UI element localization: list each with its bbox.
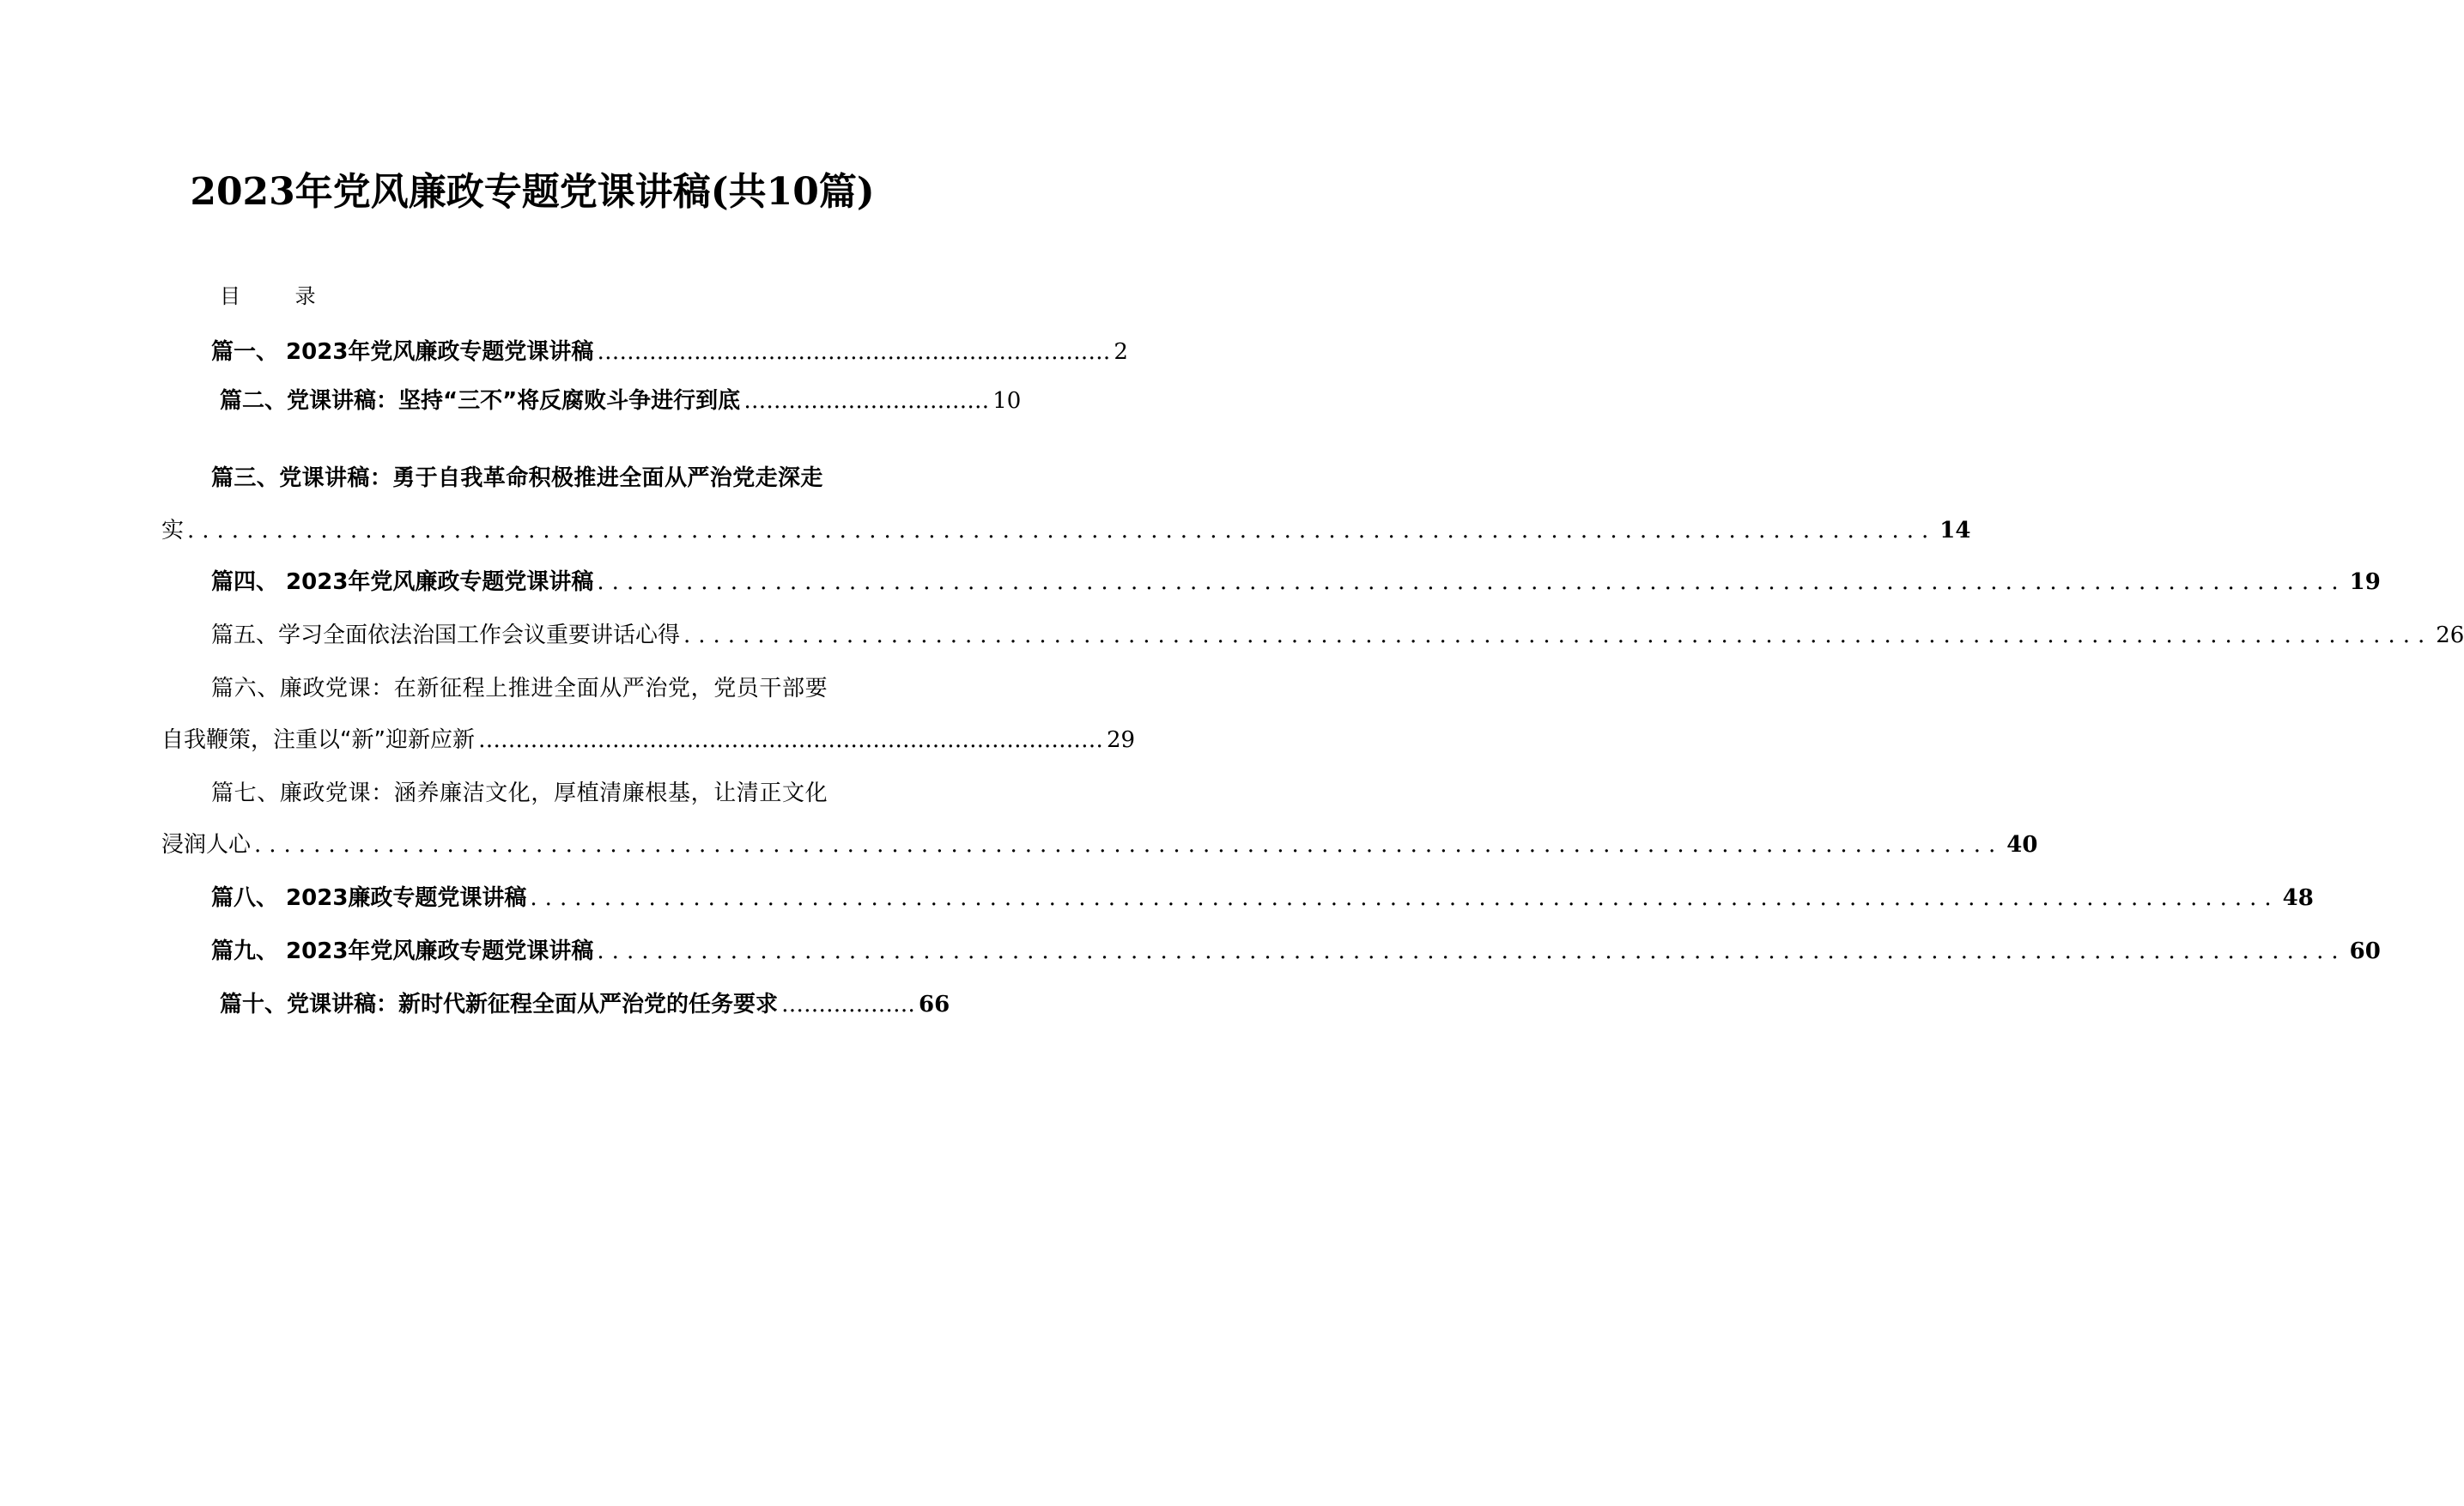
dot-leader: ...................................................................................................................... (683, 622, 2433, 648)
toc-entry-title: 篇九、 2023年党风廉政专题党课讲稿 (211, 938, 594, 964)
toc-entry-title[interactable]: 篇三、党课讲稿：勇于自我革命积极推进全面从严治党走深走 (211, 465, 823, 491)
dot-leader: …………………………… (743, 388, 990, 414)
dot-leader: ……………… (781, 992, 916, 1017)
toc-entry[interactable] (220, 384, 1022, 418)
dot-leader: ...................................................................................................................... (530, 885, 2279, 911)
toc-entry-page: 26 (2436, 622, 2464, 648)
dot-leader: ...................................................................................................................... (597, 938, 2346, 964)
toc-entry-page: 40 (2006, 832, 2038, 858)
toc-entry-title-cont: 自我鞭策，注重以“新”迎新应新 (161, 727, 475, 753)
toc-entry-title: 篇八、 2023廉政专题党课讲稿 (211, 885, 527, 911)
toc-entry-title: 篇五、学习全面依法治国工作会议重要讲话心得 (211, 622, 681, 648)
toc-entry-page: 14 (1939, 518, 1971, 543)
toc-entry-page: 19 (2349, 569, 2381, 595)
toc-entry-title: 篇二、党课讲稿：坚持“三不”将反腐败斗争进行到底 (220, 388, 741, 414)
toc-entry[interactable] (211, 335, 1128, 369)
toc-entry[interactable] (220, 987, 950, 1022)
toc-entry-page: 60 (2349, 938, 2381, 964)
toc-entry[interactable] (161, 828, 2038, 862)
dot-leader: ...................................................................................................................... (254, 832, 2004, 858)
toc-entry-page: 48 (2282, 885, 2314, 911)
toc-entry[interactable] (211, 618, 2464, 653)
toc-entry-page: 66 (919, 992, 950, 1017)
dot-leader: ...................................................................................................................... (187, 518, 1937, 543)
toc-entry-title: 篇一、 2023年党风廉政专题党课讲稿 (211, 339, 594, 365)
toc-entry[interactable] (161, 513, 1971, 548)
dot-leader: ...................................................................................................................... (597, 569, 2346, 595)
toc-entry[interactable] (161, 723, 1136, 757)
toc-entry-title: 篇四、 2023年党风廉政专题党课讲稿 (211, 569, 594, 595)
toc-entry[interactable] (211, 881, 2314, 915)
toc-entry-page: 10 (992, 388, 1022, 414)
toc-entry-page: 2 (1114, 339, 1128, 365)
toc-heading: 目 录 (220, 284, 340, 308)
document-title: 2023年党风廉政专题党课讲稿(共10篇) (190, 170, 875, 214)
dot-leader: ………………………………………………………………………… (477, 727, 1103, 753)
dot-leader: …………………………………………………………… (597, 339, 1111, 365)
toc-entry-title[interactable]: 篇七、廉政党课：涵养廉洁文化，厚植清廉根基，让清正文化 (211, 780, 828, 806)
toc-entry-page: 29 (1106, 727, 1136, 753)
toc-entry-title[interactable]: 篇六、廉政党课：在新征程上推进全面从严治党，党员干部要 (211, 676, 828, 701)
toc-entry-title-cont: 实 (161, 518, 185, 543)
toc-entry[interactable] (211, 565, 2381, 599)
toc-entry[interactable] (211, 934, 2381, 969)
toc-entry-title-cont: 浸润人心 (161, 832, 252, 858)
toc-entry-title: 篇十、党课讲稿：新时代新征程全面从严治党的任务要求 (220, 992, 779, 1017)
